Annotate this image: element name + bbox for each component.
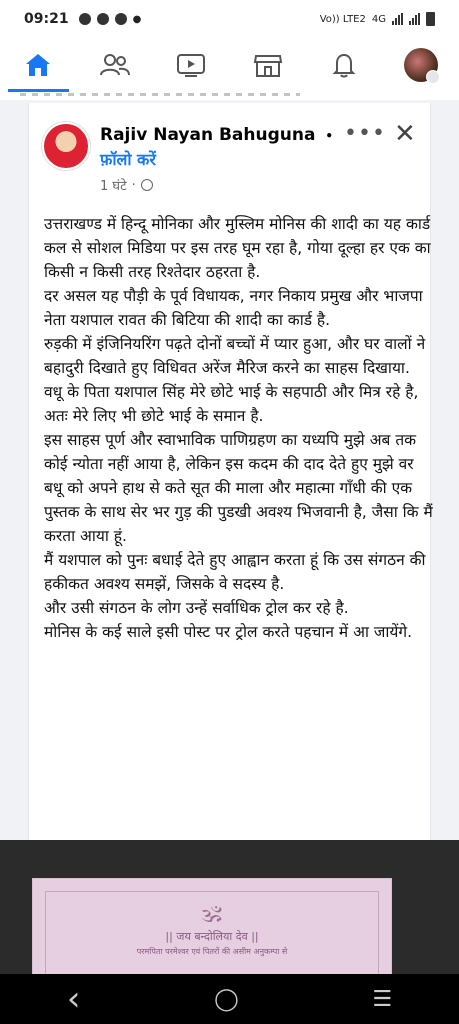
post-paragraph: रुड़की में इंजिनियरिंग पढ़ते दोनों बच्चों में प्यार हुआ, और घर वालों ने बहादुरी दिखाते हुए विधिवत अरेंज मैरिज करने का साहस दिखाया. xyxy=(44,335,426,377)
menu-icon xyxy=(426,70,440,84)
nav-marketplace[interactable] xyxy=(230,38,307,92)
profile-avatar xyxy=(404,48,438,82)
messenger-icon xyxy=(79,13,91,25)
cutoff-text xyxy=(20,93,300,96)
top-navigation xyxy=(0,38,459,92)
signal-icon xyxy=(409,13,420,25)
invite-title: || जय बन्दोलिया देव || xyxy=(165,930,259,943)
post-paragraph: और उसी संगठन के लोग उन्हें सर्वाधिक ट्रोल कर रहे है. xyxy=(44,599,349,617)
meta-dot: · xyxy=(131,177,136,193)
post-paragraph: उत्तराखण्ड में हिन्दू मोनिका और मुस्लिम मोनिस की शादी का यह कार्ड कल से सोशल मिडिया पर इस तरह घूम रहा है, गोया दूल्हा हर एक का किसी न किसी तरह रिश्तेदार ठहरता है. xyxy=(44,215,431,281)
volte-label: Vo)) LTE2 xyxy=(319,13,366,25)
nav-friends[interactable] xyxy=(77,38,154,92)
recents-icon[interactable]: ☰ xyxy=(372,986,393,1012)
post-header xyxy=(29,103,430,198)
app-notification-icon xyxy=(97,13,109,25)
close-button[interactable]: ✕ xyxy=(394,119,416,149)
post-paragraph: वधू के पिता यशपाल सिंह मेरे छोटे भाई के सहपाठी और मित्र रहे है, अतः मेरे लिए भी छोटे भाई के समान है. xyxy=(44,383,419,425)
nav-home[interactable] xyxy=(0,38,77,92)
nav-watch[interactable] xyxy=(153,38,230,92)
battery-icon xyxy=(426,12,435,26)
signal-icon xyxy=(392,13,403,25)
notification-icons xyxy=(79,13,142,25)
name-separator: • xyxy=(325,129,334,143)
app-notification-icon xyxy=(115,13,127,25)
author-avatar[interactable] xyxy=(42,122,90,170)
wedding-card-border xyxy=(45,891,379,974)
home-icon xyxy=(24,52,52,78)
post-paragraph: मोनिस के कई साले इसी पोस्ट पर ट्रोल करते पहचान में आ जायेंगे. xyxy=(44,623,413,641)
network-type: 4G xyxy=(371,13,386,25)
post-paragraph: दर असल यह पौड़ी के पूर्व विधायक, नगर निकाय प्रमुख और भाजपा नेता यशपाल रावत की बिटिया की शादी का कार्ड है. xyxy=(44,287,423,329)
wedding-card xyxy=(32,878,392,974)
globe-icon xyxy=(141,179,153,191)
author-name[interactable]: Rajiv Nayan Bahuguna • xyxy=(100,125,334,145)
post-meta xyxy=(100,176,153,194)
invite-subtitle: परमपिता परमेश्वर एवं पितरों की असीम अनुकम्पा से xyxy=(136,947,288,956)
post-card xyxy=(28,103,431,840)
post-text xyxy=(44,212,434,644)
system-icons xyxy=(320,12,435,26)
friends-icon xyxy=(99,52,131,78)
home-button-icon[interactable]: ◯ xyxy=(214,986,239,1012)
watch-icon xyxy=(176,52,206,78)
previous-post-edge xyxy=(0,92,459,100)
post-paragraph: मैं यशपाल को पुनः बधाई देते हुए आह्वान करता हूं कि उस संगठन की हकीकत अवश्य समझें, जिसके वे सदस्य है. xyxy=(44,551,426,593)
nav-profile-menu[interactable] xyxy=(383,38,459,92)
back-icon[interactable]: ‹ xyxy=(66,979,81,1019)
status-bar xyxy=(0,0,459,38)
ganesha-emblem-icon: 🕉 xyxy=(202,902,222,927)
post-image[interactable] xyxy=(0,840,459,974)
android-navigation-bar xyxy=(0,974,459,1024)
post-time[interactable]: 1 घंटे xyxy=(100,179,127,194)
notifications-icon xyxy=(331,52,357,78)
nav-notifications[interactable] xyxy=(306,38,383,92)
more-notifications-icon: ● xyxy=(132,13,142,25)
clock: 09:21 xyxy=(24,11,69,27)
marketplace-icon xyxy=(253,52,283,78)
follow-button[interactable]: फ़ॉलो करें xyxy=(100,150,156,169)
more-options-button[interactable]: ••• xyxy=(344,121,386,146)
post-paragraph: इस साहस पूर्ण और स्वाभाविक पाणिग्रहण का यध्यपि मुझे अब तक कोई न्योता नहीं आया है, लेकिन इस कदम की दाद देते हुए मुझे वर बधू को अपने हाथ से कते सूत की माला और महात्मा गाँधी की एक पुस्तक के साथ सेर भर गुड़ की पुडखी अवश्य भिजवानी है, जैसा कि मैं करता आया हूं. xyxy=(44,431,433,545)
